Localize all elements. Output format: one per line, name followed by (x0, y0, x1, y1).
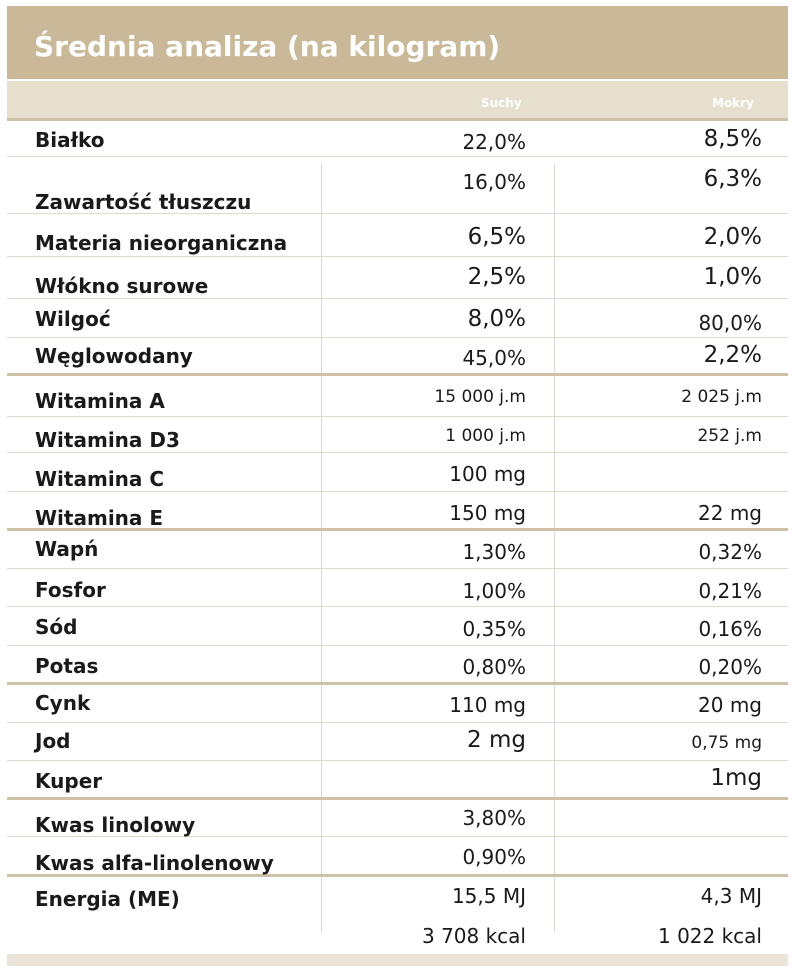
row-label: Witamina D3 (35, 428, 180, 452)
analysis-table (7, 6, 788, 968)
row-label: Wapń (35, 537, 99, 561)
value-wet: 22 mg (698, 501, 762, 525)
row-separator (7, 298, 788, 299)
row-separator (7, 568, 788, 569)
row-separator (7, 682, 788, 685)
value-dry: 8,0% (467, 306, 526, 332)
row-label: Kwas linolowy (35, 813, 196, 837)
row-label: Włókno surowe (35, 274, 209, 298)
value-dry: 1,30% (462, 540, 526, 564)
column-divider-left (321, 164, 322, 932)
value-dry: 2 mg (467, 727, 526, 753)
value-wet: 0,20% (698, 655, 762, 679)
row-label: Sód (35, 615, 78, 639)
value-wet: 1 022 kcal (657, 924, 762, 948)
row-separator (7, 337, 788, 338)
row-separator (7, 156, 788, 157)
value-wet: 0,75 mg (691, 733, 762, 753)
value-wet: 1mg (710, 765, 762, 791)
value-wet: 252 j.m (697, 426, 762, 446)
row-separator (7, 416, 788, 417)
value-wet: 8,5% (703, 126, 762, 152)
column-header-wet: Mokry (712, 96, 754, 110)
value-dry: 150 mg (449, 501, 526, 525)
row-separator (7, 491, 788, 492)
value-wet: 0,32% (698, 540, 762, 564)
row-separator (7, 452, 788, 453)
value-dry: 22,0% (462, 130, 526, 154)
value-wet: 6,3% (703, 166, 762, 192)
value-dry: 15 000 j.m (434, 387, 526, 407)
page-title: Średnia analiza (na kilogram) (34, 30, 501, 63)
value-dry: 3,80% (462, 806, 526, 830)
value-dry: 6,5% (467, 224, 526, 250)
row-label: Fosfor (35, 578, 106, 602)
value-wet: 20 mg (698, 693, 762, 717)
value-dry: 3 708 kcal (421, 924, 526, 948)
value-wet: 2,0% (703, 224, 762, 250)
row-label: Cynk (35, 691, 91, 715)
value-dry: 0,80% (462, 655, 526, 679)
value-wet: 80,0% (698, 311, 762, 335)
value-dry: 16,0% (462, 170, 526, 194)
row-label: Zawartość tłuszczu (35, 190, 252, 214)
row-label: Witamina C (35, 467, 165, 491)
value-dry: 1,00% (462, 579, 526, 603)
value-dry: 100 mg (449, 462, 526, 486)
value-dry: 45,0% (462, 346, 526, 370)
value-wet: 4,3 MJ (700, 884, 762, 908)
row-separator (7, 256, 788, 257)
value-wet: 0,21% (698, 579, 762, 603)
column-header-bar (7, 81, 788, 119)
row-separator (7, 645, 788, 646)
row-separator (7, 722, 788, 723)
row-separator (7, 760, 788, 761)
row-label: Węglowodany (35, 344, 193, 368)
row-label: Kuper (35, 769, 103, 793)
column-header-dry: Suchy (481, 96, 522, 110)
value-wet: 2,2% (703, 342, 762, 368)
row-label: Materia nieorganiczna (35, 231, 288, 255)
row-label: Kwas alfa-linolenowy (35, 851, 274, 875)
bottom-bar (7, 954, 788, 966)
value-wet: 2 025 j.m (681, 387, 762, 407)
row-label: Witamina E (35, 506, 164, 530)
row-label: Witamina A (35, 389, 165, 413)
value-dry: 0,35% (462, 617, 526, 641)
value-wet: 0,16% (698, 617, 762, 641)
row-label: Potas (35, 654, 99, 678)
row-label: Jod (35, 729, 71, 753)
value-dry: 15,5 MJ (451, 884, 526, 908)
value-wet: 1,0% (703, 264, 762, 290)
row-label: Wilgoć (35, 307, 111, 331)
column-divider-right (554, 164, 555, 932)
row-separator (7, 373, 788, 376)
row-separator (7, 118, 788, 121)
row-label: Białko (35, 128, 105, 152)
value-dry: 0,90% (462, 845, 526, 869)
value-dry: 2,5% (467, 264, 526, 290)
value-dry: 110 mg (449, 693, 526, 717)
title-bar (7, 6, 788, 79)
row-separator (7, 797, 788, 800)
row-label: Energia (ME) (35, 887, 180, 911)
row-separator (7, 606, 788, 607)
value-dry: 1 000 j.m (445, 426, 526, 446)
